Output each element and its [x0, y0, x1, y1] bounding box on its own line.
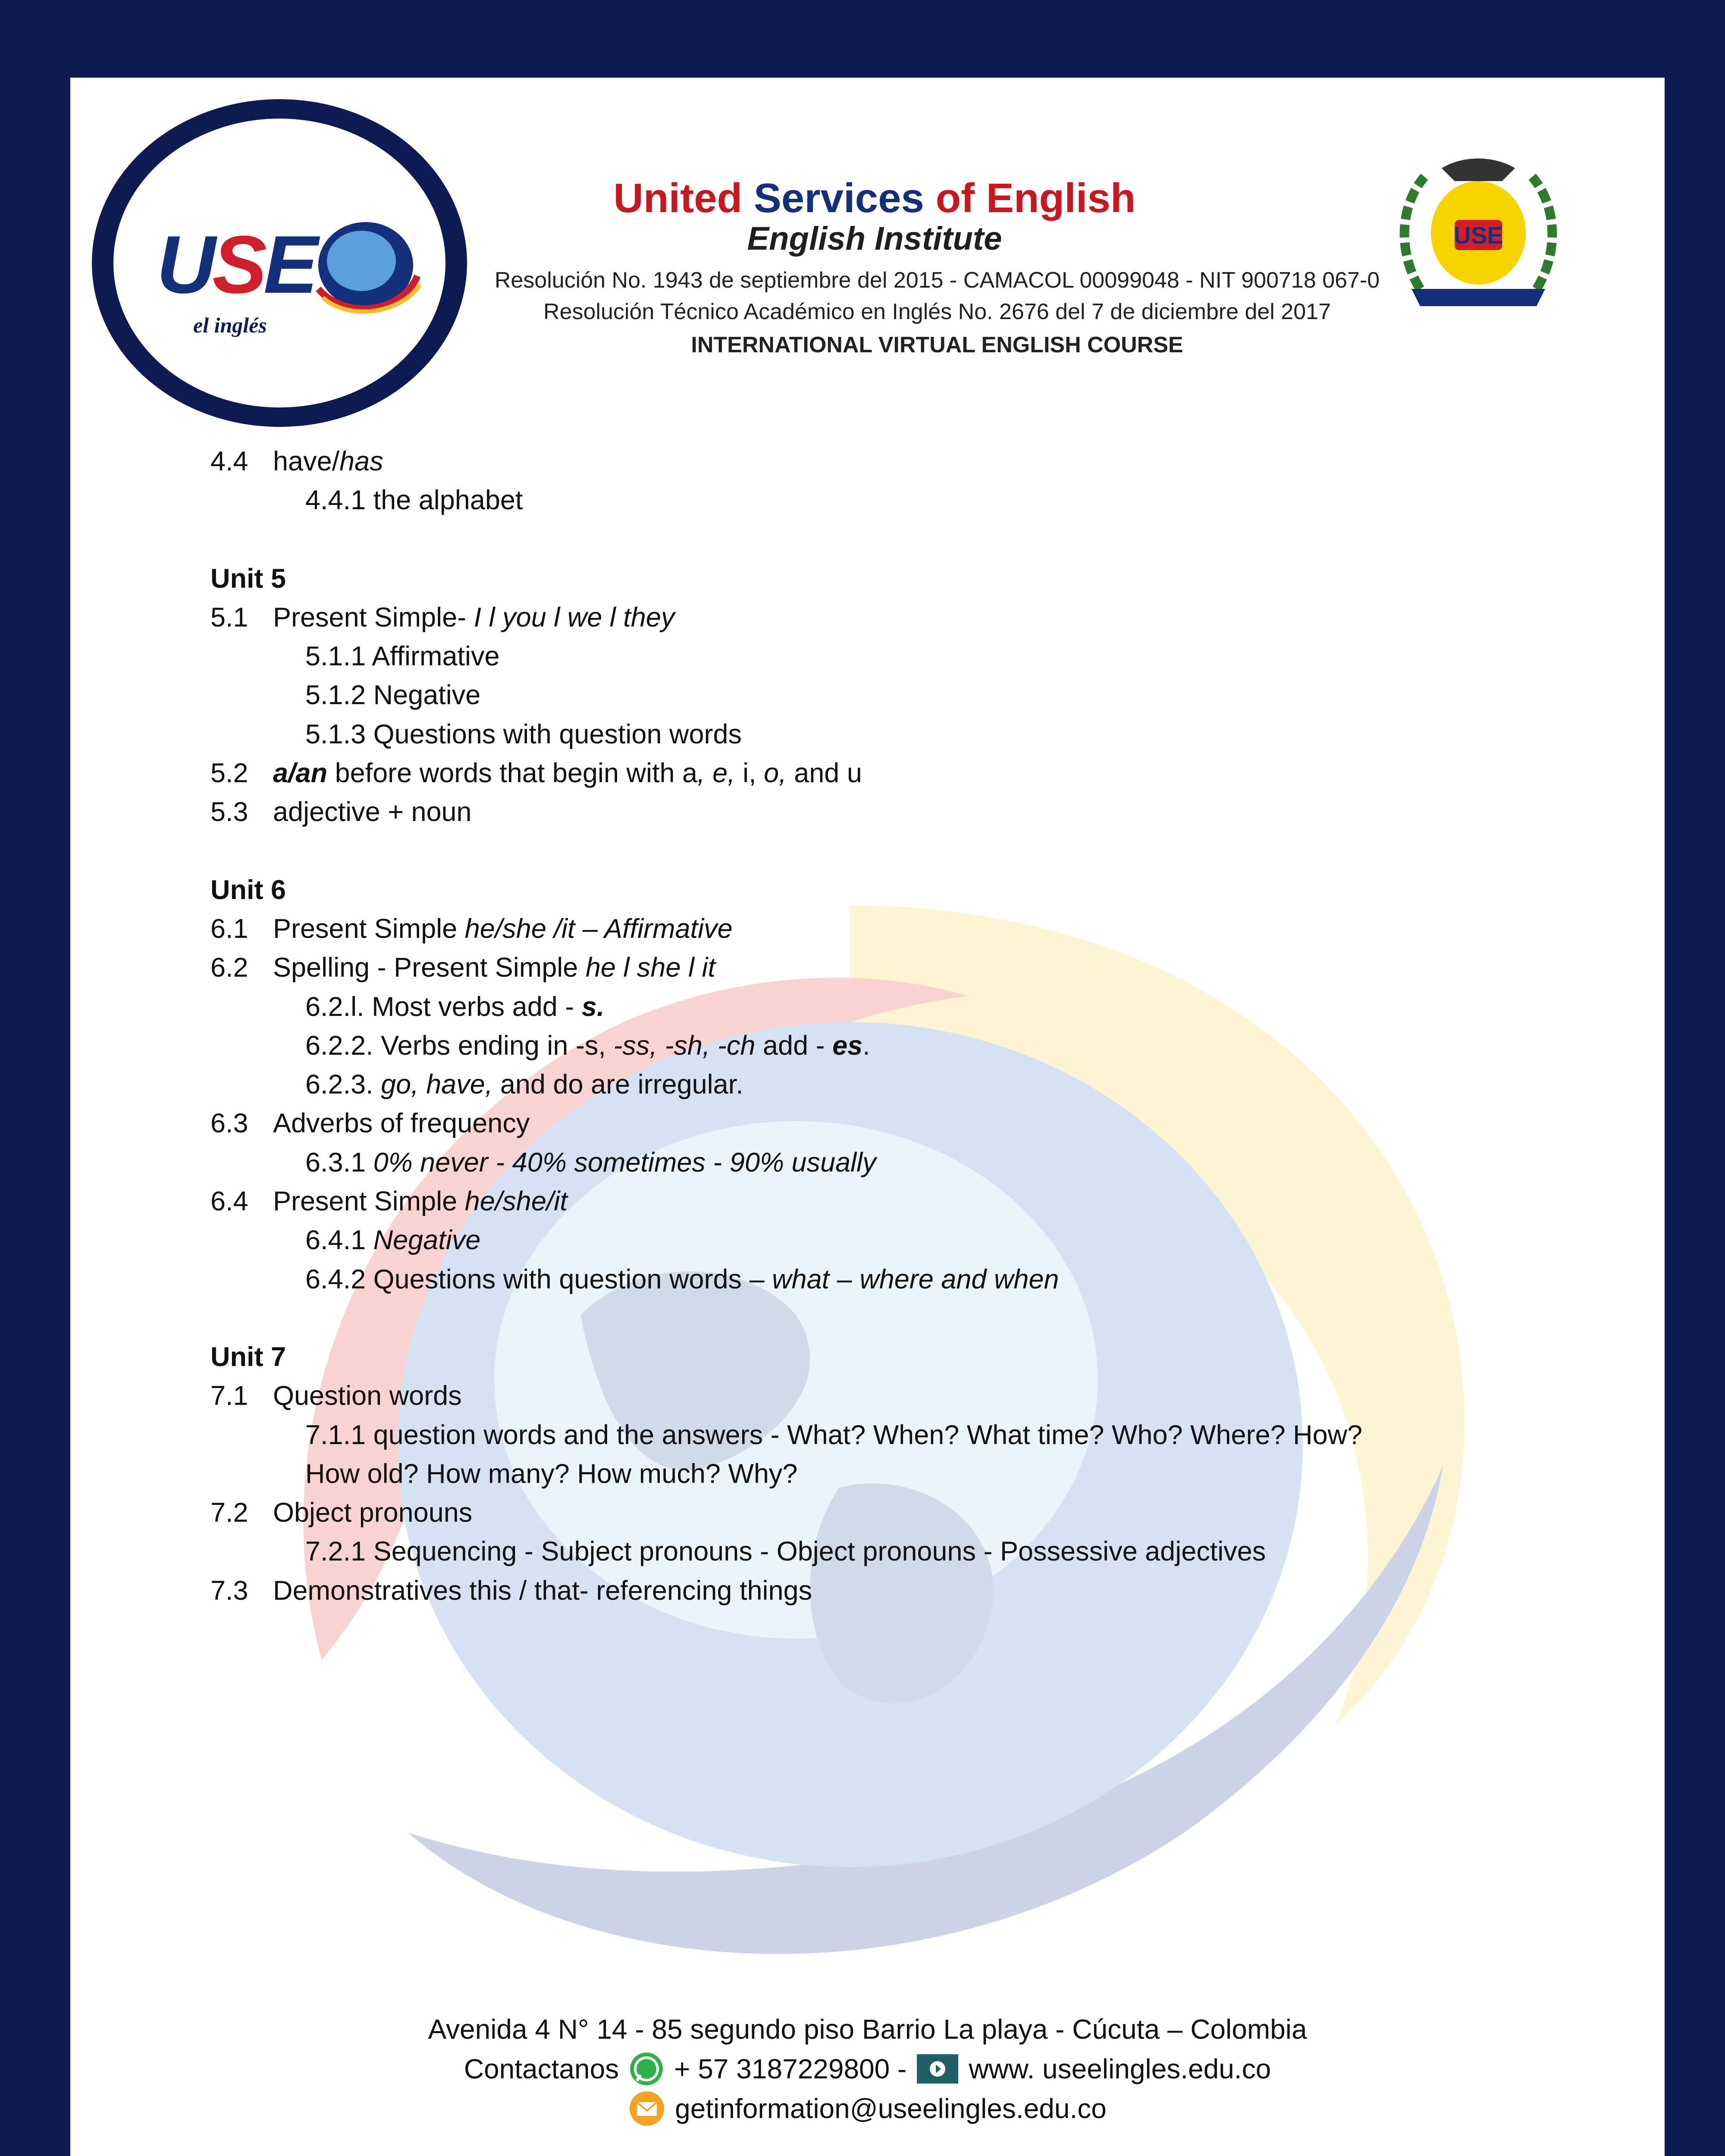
item-6-2-3: 6.2.3. go, have, and do are irregular.	[305, 1069, 743, 1100]
item-6-2: 6.2 Spelling - Present Simple he l she l it	[210, 953, 716, 983]
web-icon[interactable]	[916, 2053, 959, 2084]
item-7-1: 7.1 Question words	[210, 1381, 462, 1411]
unit-5-heading: Unit 5	[210, 564, 286, 594]
use-logo	[92, 99, 467, 427]
item-4-4-1: 4.4.1 the alphabet	[305, 485, 523, 515]
logo-subtitle: el inglés	[193, 313, 267, 337]
svg-text:USE: USE	[1453, 222, 1503, 249]
item-5-1: 5.1 Present Simple- I l you l we l they	[210, 602, 675, 633]
item-4-4: 4.4 have/has	[210, 446, 383, 476]
item-6-3-1: 6.3.1 0% never - 40% sometimes - 90% usually	[305, 1147, 876, 1178]
item-5-2: 5.2 a/an before words that begin with a, e, i, o, and u	[210, 758, 862, 788]
item-6-4-1: 6.4.1 Negative	[305, 1225, 481, 1255]
item-7-2-1: 7.2.1 Sequencing - Subject pronouns - Object pronouns - Possessive adjectives	[305, 1536, 1266, 1567]
item-5-1-1: 5.1.1 Affirmative	[305, 641, 500, 671]
item-6-2-1: 6.2.l. Most verbs add - s.	[305, 992, 605, 1022]
item-6-3: 6.3 Adverbs of frequency	[210, 1108, 530, 1138]
unit-7-heading: Unit 7	[210, 1342, 286, 1372]
item-7-2: 7.2 Object pronouns	[210, 1498, 473, 1528]
item-7-3: 7.3 Demonstratives this / that- referencing things	[210, 1576, 812, 1606]
footer-address: Avenida 4 N° 14 - 85 segundo piso Barrio La playa - Cúcuta – Colombia	[428, 2014, 1307, 2045]
item-6-4-2: 6.4.2 Questions with question words – what – where and when	[305, 1264, 1059, 1294]
unit-6-heading: Unit 6	[210, 875, 286, 905]
brand-title: United Services of English	[613, 175, 1136, 221]
footer-email-link[interactable]: getinformation@useelingles.edu.co	[675, 2093, 1107, 2124]
item-5-1-3: 5.1.3 Questions with question words	[305, 719, 742, 749]
item-7-1-1: 7.1.1 question words and the answers - What? When? What time? Who? Where? How?	[305, 1420, 1363, 1450]
document-page	[70, 78, 1665, 2156]
whatsapp-icon[interactable]	[628, 2051, 665, 2087]
institute-crest-icon	[1394, 151, 1562, 319]
item-5-3: 5.3 adjective + noun	[210, 797, 472, 827]
footer	[70, 2009, 1665, 2128]
item-5-1-2: 5.1.2 Negative	[305, 680, 481, 710]
footer-phone[interactable]: + 57 3187229800 -	[674, 2053, 907, 2084]
resolution-line-1: Resolución No. 1943 de septiembre del 2015 - CAMACOL 00099048 - NIT 900718 067-0	[494, 268, 1380, 293]
footer-contact: Contactanos + 57 3187229800 - www. useelingles.edu.co	[70, 2049, 1665, 2089]
item-6-2-2: 6.2.2. Verbs ending in -s, -ss, -sh, -ch add - es.	[305, 1031, 870, 1061]
email-icon[interactable]	[628, 2090, 665, 2127]
item-6-1: 6.1 Present Simple he/she /it – Affirmative	[210, 914, 733, 944]
course-title: INTERNATIONAL VIRTUAL ENGLISH COURSE	[691, 332, 1183, 357]
resolution-line-2: Resolución Técnico Académico en Inglés No. 2676 del 7 de diciembre del 2017	[543, 299, 1331, 324]
item-6-4: 6.4 Present Simple he/she/it	[210, 1186, 568, 1216]
brand-subtitle: English Institute	[747, 220, 1002, 257]
footer-email-line	[70, 2089, 1665, 2128]
footer-website-link[interactable]: www. useelingles.edu.co	[969, 2053, 1271, 2084]
logo-letters: USE	[157, 219, 315, 310]
item-7-1-1-cont: How old? How many? How much? Why?	[305, 1459, 798, 1489]
